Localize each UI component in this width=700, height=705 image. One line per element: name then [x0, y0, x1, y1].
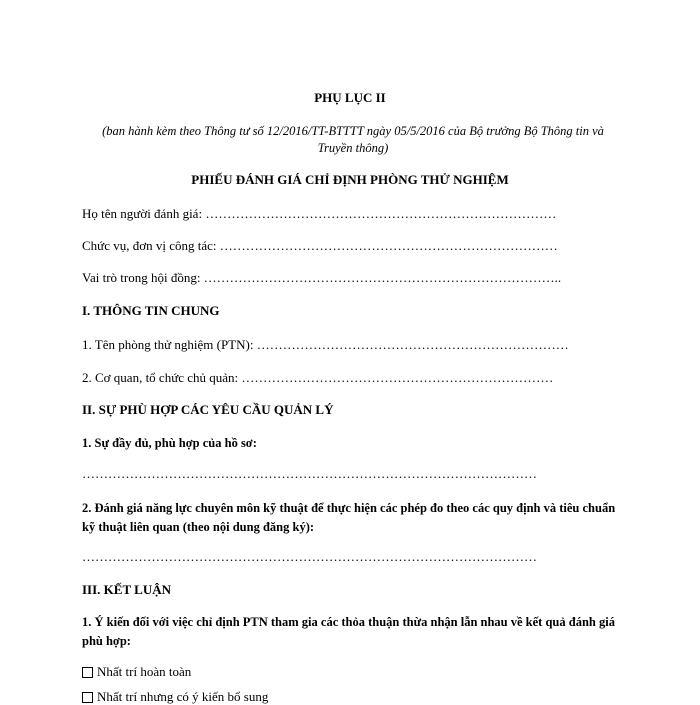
option-full-agree[interactable]: [82, 664, 191, 680]
section-2-answer-1: ……………………………………………………………………………………………: [82, 466, 537, 481]
subtitle: (ban hành kèm theo Thông tư số 12/2016/TT-BTTTT ngày 05/5/2016 của Bộ trưởng Bộ Thông tin và Truyền thông): [102, 124, 604, 155]
option-agree-with-comments[interactable]: [82, 689, 269, 704]
section-3-question-1: 1. Ý kiến đối với việc chỉ định PTN tham gia các thỏa thuận thừa nhận lẫn nhau về kết quả đánh giá phù hợp:: [82, 615, 615, 648]
evaluator-name-field: Họ tên người đánh giá: ………………………………………………………………………: [82, 206, 557, 221]
lab-name-field: 1. Tên phòng thử nghiệm (PTN): ………………………………………………………………: [82, 337, 569, 352]
option-label: Nhất trí hoàn toàn: [97, 664, 192, 679]
checkbox-icon[interactable]: [82, 667, 93, 678]
position-unit-field: Chức vụ, đơn vị công tác: ……………………………………………………………………: [82, 238, 558, 253]
managing-org-field: 2. Cơ quan, tổ chức chủ quản: ………………………………………………………………: [82, 370, 554, 385]
option-label: Nhất trí nhưng có ý kiến bổ sung: [97, 689, 269, 704]
council-role-field: Vai trò trong hội đồng: ………………………………………………………………………..: [82, 270, 562, 285]
form-title: PHIẾU ĐÁNH GIÁ CHỈ ĐỊNH PHÒNG THỬ NGHIỆM: [191, 172, 509, 187]
section-2-answer-2: ……………………………………………………………………………………………: [82, 549, 537, 564]
section-2-question-2: 2. Đánh giá năng lực chuyên môn kỹ thuật để thực hiện các phép đo theo các quy định và tiêu chuẩn kỹ thuật liên quan (theo nội dung đăng ký):: [82, 501, 616, 534]
section-3-heading: III. KẾT LUẬN: [82, 582, 171, 597]
section-1-heading: I. THÔNG TIN CHUNG: [82, 303, 220, 318]
checkbox-icon[interactable]: [82, 692, 93, 703]
section-2-question-1: 1. Sự đầy đủ, phù hợp của hồ sơ:: [82, 436, 257, 450]
appendix-title: PHỤ LỤC II: [314, 90, 386, 105]
section-2-heading: II. SỰ PHÙ HỢP CÁC YÊU CẦU QUẢN LÝ: [82, 402, 334, 417]
